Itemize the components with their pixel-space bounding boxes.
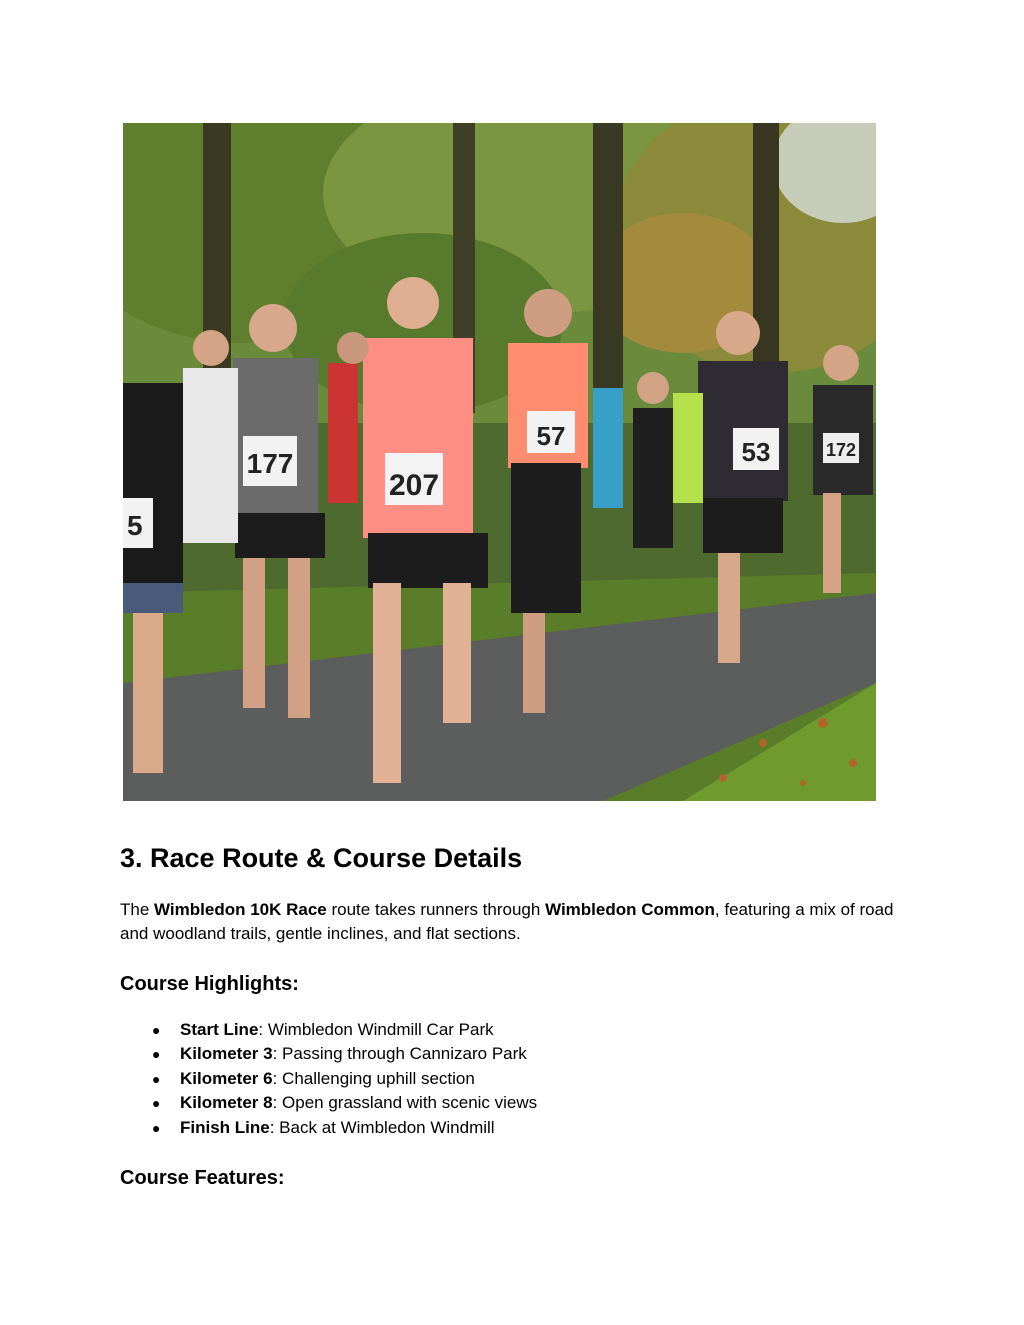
highlight-label: Kilometer 8 [180,1093,273,1113]
highlight-text: : Challenging uphill section [272,1068,475,1088]
bib-57: 57 [536,421,566,451]
bullet-icon: ● [152,1119,161,1136]
intro-paragraph [120,898,910,946]
intro-text-1: The [120,900,155,919]
highlight-text: : Passing through Cannizaro Park [272,1044,527,1064]
highlights-heading: Course Highlights: [120,973,299,995]
list-item [120,1067,537,1091]
race-location: Wimbledon Common [545,900,715,919]
bib-5: 5 [127,510,143,541]
bullet-icon: ● [152,1095,161,1112]
list-item [120,1018,537,1042]
intro-text-2: route takes runners through [326,900,546,919]
highlight-label: Kilometer 6 [180,1068,273,1088]
section-title: 3. Race Route & Course Details [120,843,523,873]
highlight-label: Start Line [180,1020,259,1039]
intro-text-3: , featuring a mix of road and woodland trails, gentle inclines, and flat sections. [120,900,894,943]
bib-172: 172 [825,440,857,460]
highlight-text: : Back at Wimbledon Windmill [269,1117,495,1137]
list-item [120,1116,537,1140]
bib-177: 177 [246,448,294,479]
race-photo [123,123,876,801]
bullet-icon: ● [152,1022,161,1038]
bullet-icon: ● [152,1046,161,1063]
highlight-label: Finish Line [180,1117,270,1137]
bullet-icon: ● [152,1070,161,1087]
list-item [120,1091,537,1115]
highlight-text: : Open grassland with scenic views [272,1093,538,1113]
list-item [120,1042,537,1066]
bib-207: 207 [388,469,440,502]
highlights-list [120,1018,537,1140]
highlight-text: : Wimbledon Windmill Car Park [258,1020,494,1039]
features-heading: Course Features: [120,1167,285,1189]
race-name: Wimbledon 10K Race [154,900,327,919]
bib-53: 53 [741,437,771,467]
highlight-label: Kilometer 3 [180,1044,273,1064]
